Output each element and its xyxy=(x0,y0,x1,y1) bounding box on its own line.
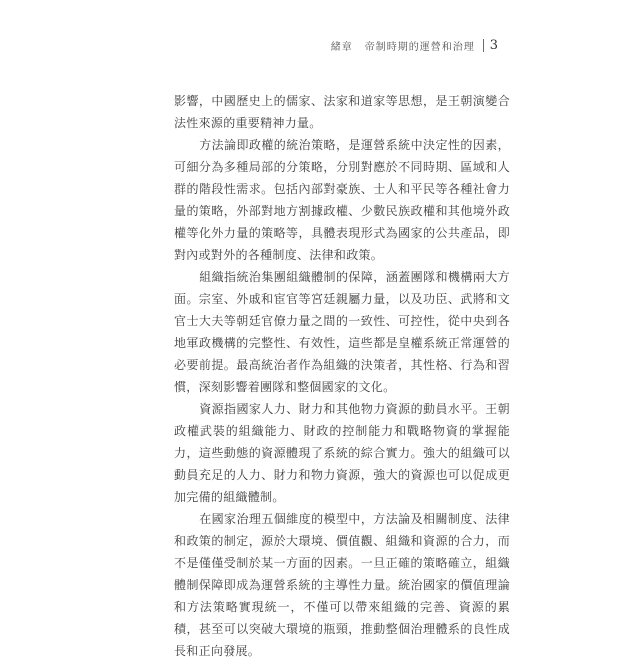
paragraph-model-summary: 在國家治理五個維度的模型中，方法論及相關制度、法律和政策的制定，源於大環境、價值觀、組織和資源的合力，而不是僅僅受制於某一方面的因素。一旦正確的策略確立，組織體制保障即成為運營系統的主導性力量。統治國家的價值理論和方法策略實現統一，不僅可以帶來組織的完善、資源的累積，甚至可以突破大環境的瓶頸，推動整個治理體系的良性成長和正向發展。 xyxy=(174,512,510,658)
chapter-title: 帝制時期的運營和治理 xyxy=(364,42,475,53)
paragraph-continuation: 影響，中國歷史上的儒家、法家和道家等思想，是王朝演變合法性來源的重要精神力量。 xyxy=(174,94,510,130)
header-divider xyxy=(483,39,484,52)
page-number: 3 xyxy=(489,38,498,53)
paragraph-resources: 資源指國家人力、財力和其他物力資源的動員水平。王朝政權武裝的組織能力、財政的控制能力和戰略物資的掌握能力，這些動態的資源體現了系統的綜合實力。強大的組織可以動員充足的人力、財力和物力資源，強大的資源也可以促成更加完備的組織體制。 xyxy=(174,402,510,504)
body-text xyxy=(174,90,510,662)
running-head xyxy=(331,38,498,53)
paragraph-organization: 組織指統治集團組織體制的保障，涵蓋團隊和機構兩大方面。宗室、外戚和宦官等宮廷親屬力量，以及功臣、武將和文官士大夫等朝廷官僚力量之間的一致性、可控性，從中央到各地軍政機構的完整性、有效性，這些都是皇權系統正常運營的必要前提。最高統治者作為組織的決策者，其性格、行為和習慣，深刻影響着團隊和整個國家的文化。 xyxy=(174,270,510,394)
chapter-label: 緒章 xyxy=(330,42,353,53)
paragraph-methodology: 方法論即政權的統治策略，是運營系統中決定性的因素，可細分為多種局部的分策略，分別對應於不同時期、區域和人群的階段性需求。包括內部對豪族、士人和平民等各種社會力量的策略，外部對地方割據政權、少數民族政權和其他境外政權等化外力量的策略等，具體表現形式為國家的公共產品，即對內或對外的各種制度、法律和政策。 xyxy=(174,138,510,262)
